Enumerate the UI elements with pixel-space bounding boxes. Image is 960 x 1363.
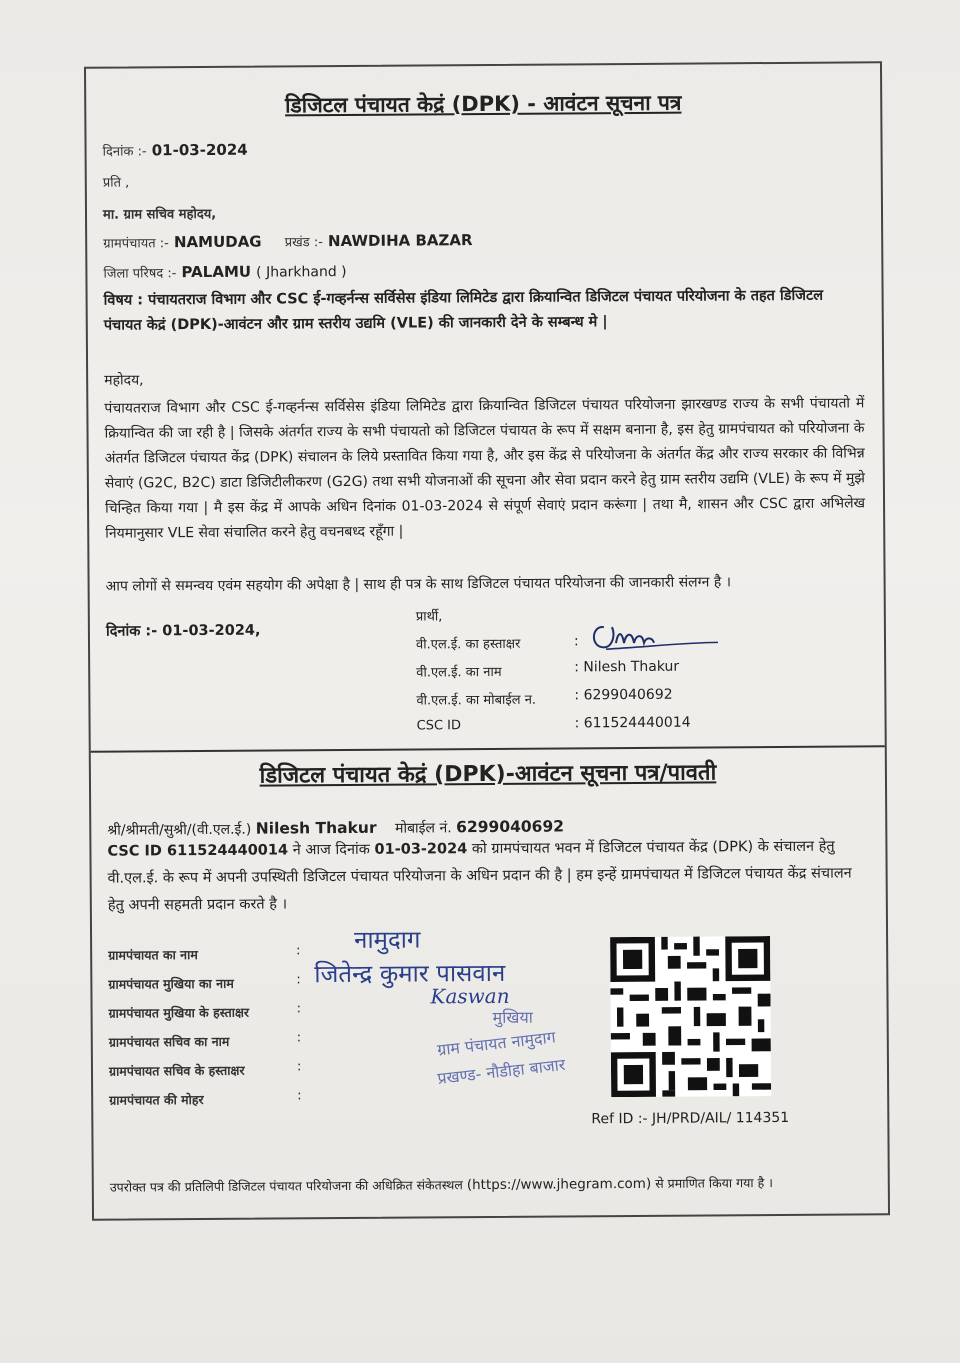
stamp-line1: मुखिया [492,1007,533,1027]
ack-mid: ने आज दिनांक [292,841,370,859]
form-label-mukhiya-name: ग्रामपंचायत मुखिया का नाम [108,975,234,992]
date-value: 01-03-2024 [151,140,248,160]
form-colon: : [296,1001,302,1017]
form-colon: : [296,1059,302,1075]
stamp-line2: ग्राम पंचायत नामुदाग [436,1027,557,1060]
district-value: PALAMU [181,262,252,282]
date2: दिनांक :- 01-03-2024, [105,622,261,640]
form-colon: : [297,1088,302,1104]
form-colon: : [296,943,301,959]
subject: विषय : पंचायतराज विभाग और CSC ई-गव्हर्नन्स सर्विसेस इंडिया लिमिटेड द्वारा क्रियान्वित डिजिटल पंचायत परियोजना के तहत डिजिटल पंचायत केद्रं (DPK)-आवंटन और ग्राम स्तरीय उद्यमि (VLE) की जानकारी देने के सम्बन्ध मे | [103,287,824,334]
ack-date: 01-03-2024 [374,841,468,858]
vle-name-value: : Nilesh Thakur [574,658,680,676]
ack-mobile: 6299040692 [456,817,565,837]
hand-panchayat-name: नामुदाग [353,925,421,954]
block-value: NAWDIHA BAZAR [327,231,473,251]
qr-code-icon [610,936,771,1097]
letter-frame [84,61,890,1221]
applicant: प्रार्थी, [415,609,443,625]
csc-id-label: CSC ID [416,718,462,734]
footer-text: उपरोक्त पत्र की प्रतिलिपी डिजिटल पंचायत परियोजना की अधिक्रित संकेतस्थल [109,1177,463,1195]
gram-panchayat-value: NAMUDAG [173,232,262,252]
ack-mobile-label: मोबाईल नं. [394,820,452,837]
district-label: जिला परिषद :- [103,266,177,282]
ref-id: Ref ID :- JH/PRD/AIL/ 114351 [591,1109,790,1128]
footer-note [110,1174,773,1196]
ack-csc: CSC ID 611524440014 [107,842,289,860]
prati: प्रति , [102,175,130,191]
csc-id-value: : 611524440014 [574,714,691,732]
stamp-line3: प्रखण्ड- नौडीहा बाजार [436,1054,567,1089]
date-line [102,140,247,160]
footer-url: (https://www.jhegram.com) [466,1175,652,1194]
form-label-panchayat: ग्रामपंचायत का नाम [108,947,198,963]
letter-body: पंचायतराज विभाग और CSC ई-गव्हर्नन्स सर्विसेस इंडिया लिमिटेड द्वारा क्रियान्वित डिजिटल पंचायत परियोजना झारखण्ड राज्य के सभी पंचायतो में क्रियान्वित की जा रही है | जिसके अंतर्गत राज्य के सभी पंचायतो को डिजिटल पंचायत के रूप में सक्षम बनाना है, इस हेतु ग्रामपंचायत को परियोजना के अंतर्गत डिजिटल पंचायत केंद्र (DPK) संचालन के लिये प्रस्तावित किया गया है, और इस केंद्र से परियोजना के अंतर्गत केंद्र और राज्य सरकार की विभिन्न सेवाएं (G2C, B2C) डाटा डिजिटीलीकरण (G2G) तथा सभी योजनाओं की सूचना और सेवा प्रदान करने हेतु ग्राम स्तरीय उद्यमि (VLE) के रूप में मुझे चिन्हित किया गया | मै इस केंद्र में आपके अधिन दिनांक 01-03-2024 से संपूर्ण सेवाएं प्रदान करूंगा | तथा मै, शासन और CSC द्वारा अभिलेख नियमानुसार VLE सेवा संचालित करने हेतु वचनबध्द रहूँगा | [104,395,866,542]
date-label: दिनांक :- [102,144,147,160]
gram-panchayat-label: ग्रामपंचायत :- [103,236,169,252]
form-label-seal: ग्रामपंचायत की मोहर [109,1091,204,1108]
form-colon: : [296,972,301,988]
footer-end: से प्रमाणित किया गया है । [655,1175,774,1191]
addressee: मा. ग्राम सचिव महोदय, [102,206,217,223]
vle-name-label: वी.एल.ई. का नाम [416,664,502,681]
ack-rest: को ग्रामपंचायत भवन में डिजिटल पंचायत केंद्र (DPK) के संचालन हेतु वी.एल.ई. के रूप में अपनी उपस्थिती डिजिटल पंचायत परियोजना के अधिन प्रदान की है | हम इन्हें ग्रामपंचायत में डिजिटल पंचायत केंद्र संचालन हेतु अपनी सहमती प्रदान करते है । [107,838,852,914]
vle-sign-colon: : [573,633,579,650]
ack-prefix: श्री/श्रीमती/सुश्री/(वी.एल.ई.) [107,821,252,839]
ack-title: डिजिटल पंचायत केद्रं (DPK)-आवंटन सूचना पत्र/पावती [259,760,717,789]
vle-sign-label: वी.एल.ई. का हस्ताक्षर [415,636,521,653]
ack-name: Nilesh Thakur [255,818,377,838]
panchayat-line [103,230,472,252]
district-line [103,261,346,282]
support-line: आप लोगों से समन्वय एवंम सहयोग की अपेक्षा है | साथ ही पत्र के साथ डिजिटल पंचायत परियोजना की जानकारी संलग्न है । [105,574,732,595]
mukhiya-signature: Kaswan [430,983,510,1009]
form-colon: : [296,1030,302,1046]
vle-mobile-label: वी.एल.ई. का मोबाईल न. [416,692,537,709]
letter-title: डिजिटल पंचायत केद्रं (DPK) - आवंटन सूचना पत्र [284,90,682,118]
block-label: प्रखंड :- [284,235,323,251]
salutation: महोदय, [104,372,144,389]
hand-mukhiya-name: जितेन्द्र कुमार पासवान [314,958,506,989]
form-label-sachiv-name: ग्रामपंचायत सचिव का नाम [108,1033,230,1050]
form-label-sachiv-sign: ग्रामपंचायत सचिव के हस्ताक्षर [108,1062,245,1079]
form-label-mukhiya-sign: ग्रामपंचायत मुखिया के हस्ताक्षर [108,1004,250,1021]
state-value: ( Jharkhand ) [256,263,347,281]
vle-signature-icon [586,612,726,657]
vle-mobile-value: : 6299040692 [574,686,673,704]
section-divider [91,745,885,753]
ack-paragraph [107,833,868,919]
